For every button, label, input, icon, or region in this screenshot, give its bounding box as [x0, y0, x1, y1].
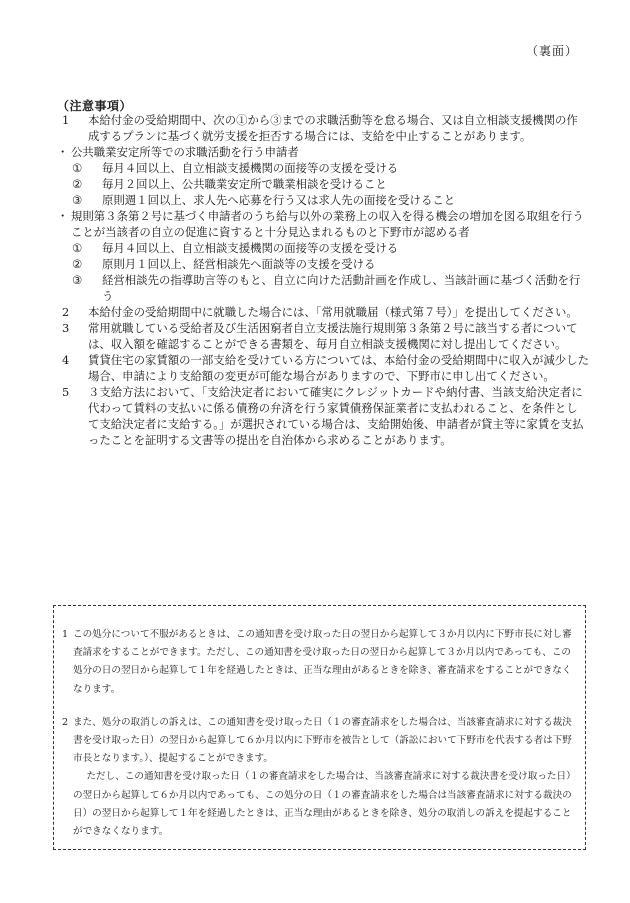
note-item-label: ③: [72, 273, 83, 287]
note-item-text: 毎月４回以上、自立相談支援機関の面接等の支援を受ける: [102, 161, 399, 175]
note-item: [57, 256, 589, 272]
note-item-text: 原則週１回以上、求人先へ応募を行う又は求人先の面接を受けること: [102, 193, 456, 207]
note-item: [57, 144, 589, 160]
note-item-text: 賃貸住宅の家賃額の一部支給を受けている方については、本給付金の受給期間中に収入が減少した場合、申請により支給額の変更が可能な場合がありますので、下野市に申し出てください。: [88, 353, 589, 383]
appeal-paragraph-number: 1: [62, 629, 69, 640]
note-item: [57, 192, 589, 208]
note-item-label: 3: [62, 321, 70, 335]
note-item: [57, 304, 589, 320]
note-item-label: ①: [72, 161, 83, 175]
note-item-label: ②: [72, 177, 83, 191]
note-item: [57, 320, 589, 352]
note-item: [57, 112, 589, 144]
note-item-label: ・: [57, 209, 69, 223]
appeal-notice-box: [53, 605, 586, 850]
note-item-label: 1: [62, 113, 70, 127]
appeal-paragraph-text: この処分について不服があるときは、この通知書を受け取った日の翌日から起算して３か月以内に下野市長に対し審査請求をすることができます。ただし、この通知書を受け取った日の翌日から起算して３か月以内であっても、この処分の日の翌日から起算して１年を経過したときは、正当な理由があるときを除き、審査請求をすることができなくなります。: [73, 629, 572, 695]
note-item-text: 原則月１回以上、経営相談先へ面談等の支援を受ける: [102, 257, 376, 271]
note-item: [57, 240, 589, 256]
note-item: [57, 384, 589, 448]
note-item-label: ②: [72, 257, 83, 271]
note-item-label: 5: [62, 385, 70, 399]
note-item-label: 2: [62, 305, 70, 319]
appeal-paragraph-text: また、処分の取消しの訴えは、この通知書を受け取った日（１の審査請求をした場合は、当該審査請求に対する裁決書を受け取った日）の翌日から起算して６か月以内に下野市を被告として（訴訟において下野市を代表する者は下野市長となります。）、提起することができます。: [73, 716, 572, 765]
notes-list: [57, 112, 589, 448]
appeal-paragraph-2: [62, 714, 580, 769]
note-item-text: 本給付金の受給期間中、次の①から③までの求職活動等を怠る場合、又は自立相談支援機関の作成するプランに基づく就労支援を拒否する場合には、支給を中止することがあります。: [88, 113, 578, 143]
note-item-text: ３支給方法において、「支給決定者において確実にクレジットカードや納付書、当該支給決定者に代わって賃料の支払いに係る債務の弁済を行う家賃債務保証業者に支払われること、を条件として支給決定者に支給する。」が選択されている場合は、支給開始後、申請者が貸主等に家賃を支払ったことを証明する文書等の提出を自治体から求めることがあります。: [88, 385, 584, 447]
note-item-text: 本給付金の受給期間中に就職した場合には、「常用就職届（様式第７号）」を提出してください。: [88, 305, 578, 319]
note-item: [57, 272, 589, 304]
appeal-paragraph-number: 2: [62, 716, 69, 728]
note-item-text: 経営相談先の指導助言等のもと、自立に向けた活動計画を作成し、当該計画に基づく活動を行う: [102, 273, 581, 303]
note-item: [57, 352, 589, 384]
note-item-text: 公共職業安定所等での求職活動を行う申請者: [71, 145, 299, 159]
note-item-text: 常用就職している受給者及び生活困窮者自立支援法施行規則第３条第２号に該当する者については、収入額を確認することができる書類を、毎月自立相談支援機関に対し提出してください。: [88, 321, 578, 351]
note-item-text: 毎月２回以上、公共職業安定所で職業相談を受けること: [102, 177, 387, 191]
note-item: [57, 160, 589, 176]
appeal-paragraph-3: [62, 768, 580, 841]
appeal-paragraph-text: ただし、この通知書を受け取った日（１の審査請求をした場合は、当該審査請求に対する裁決書を受け取った日）の翌日から起算して６か月以内であっても、この処分の日（１の審査請求をした場合は当該審査請求に対する裁決の日）の翌日から起算して１年を経過したときは、正当な理由があるときを除き、処分の取消しの訴えを提起することができなくなります。: [73, 771, 576, 838]
note-item-label: ・: [57, 145, 69, 159]
note-item-label: 4: [62, 353, 70, 367]
note-item: [57, 208, 589, 240]
appeal-paragraph-1: [62, 626, 580, 699]
note-item-label: ③: [72, 193, 83, 207]
note-item: [57, 176, 589, 192]
notes-heading: （注意事項）: [57, 99, 133, 113]
reverse-side-label: （裏面）: [525, 44, 578, 58]
note-item-text: 規則第３条第２号に基づく申請者のうち給与以外の業務上の収入を得る機会の増加を図る取組を行うことが当該者の自立の促進に資すると十分見込まれるものと下野市が認める者: [71, 209, 584, 239]
note-item-text: 毎月４回以上、自立相談支援機関の面接等の支援を受ける: [102, 241, 399, 255]
note-item-label: ①: [72, 241, 83, 255]
